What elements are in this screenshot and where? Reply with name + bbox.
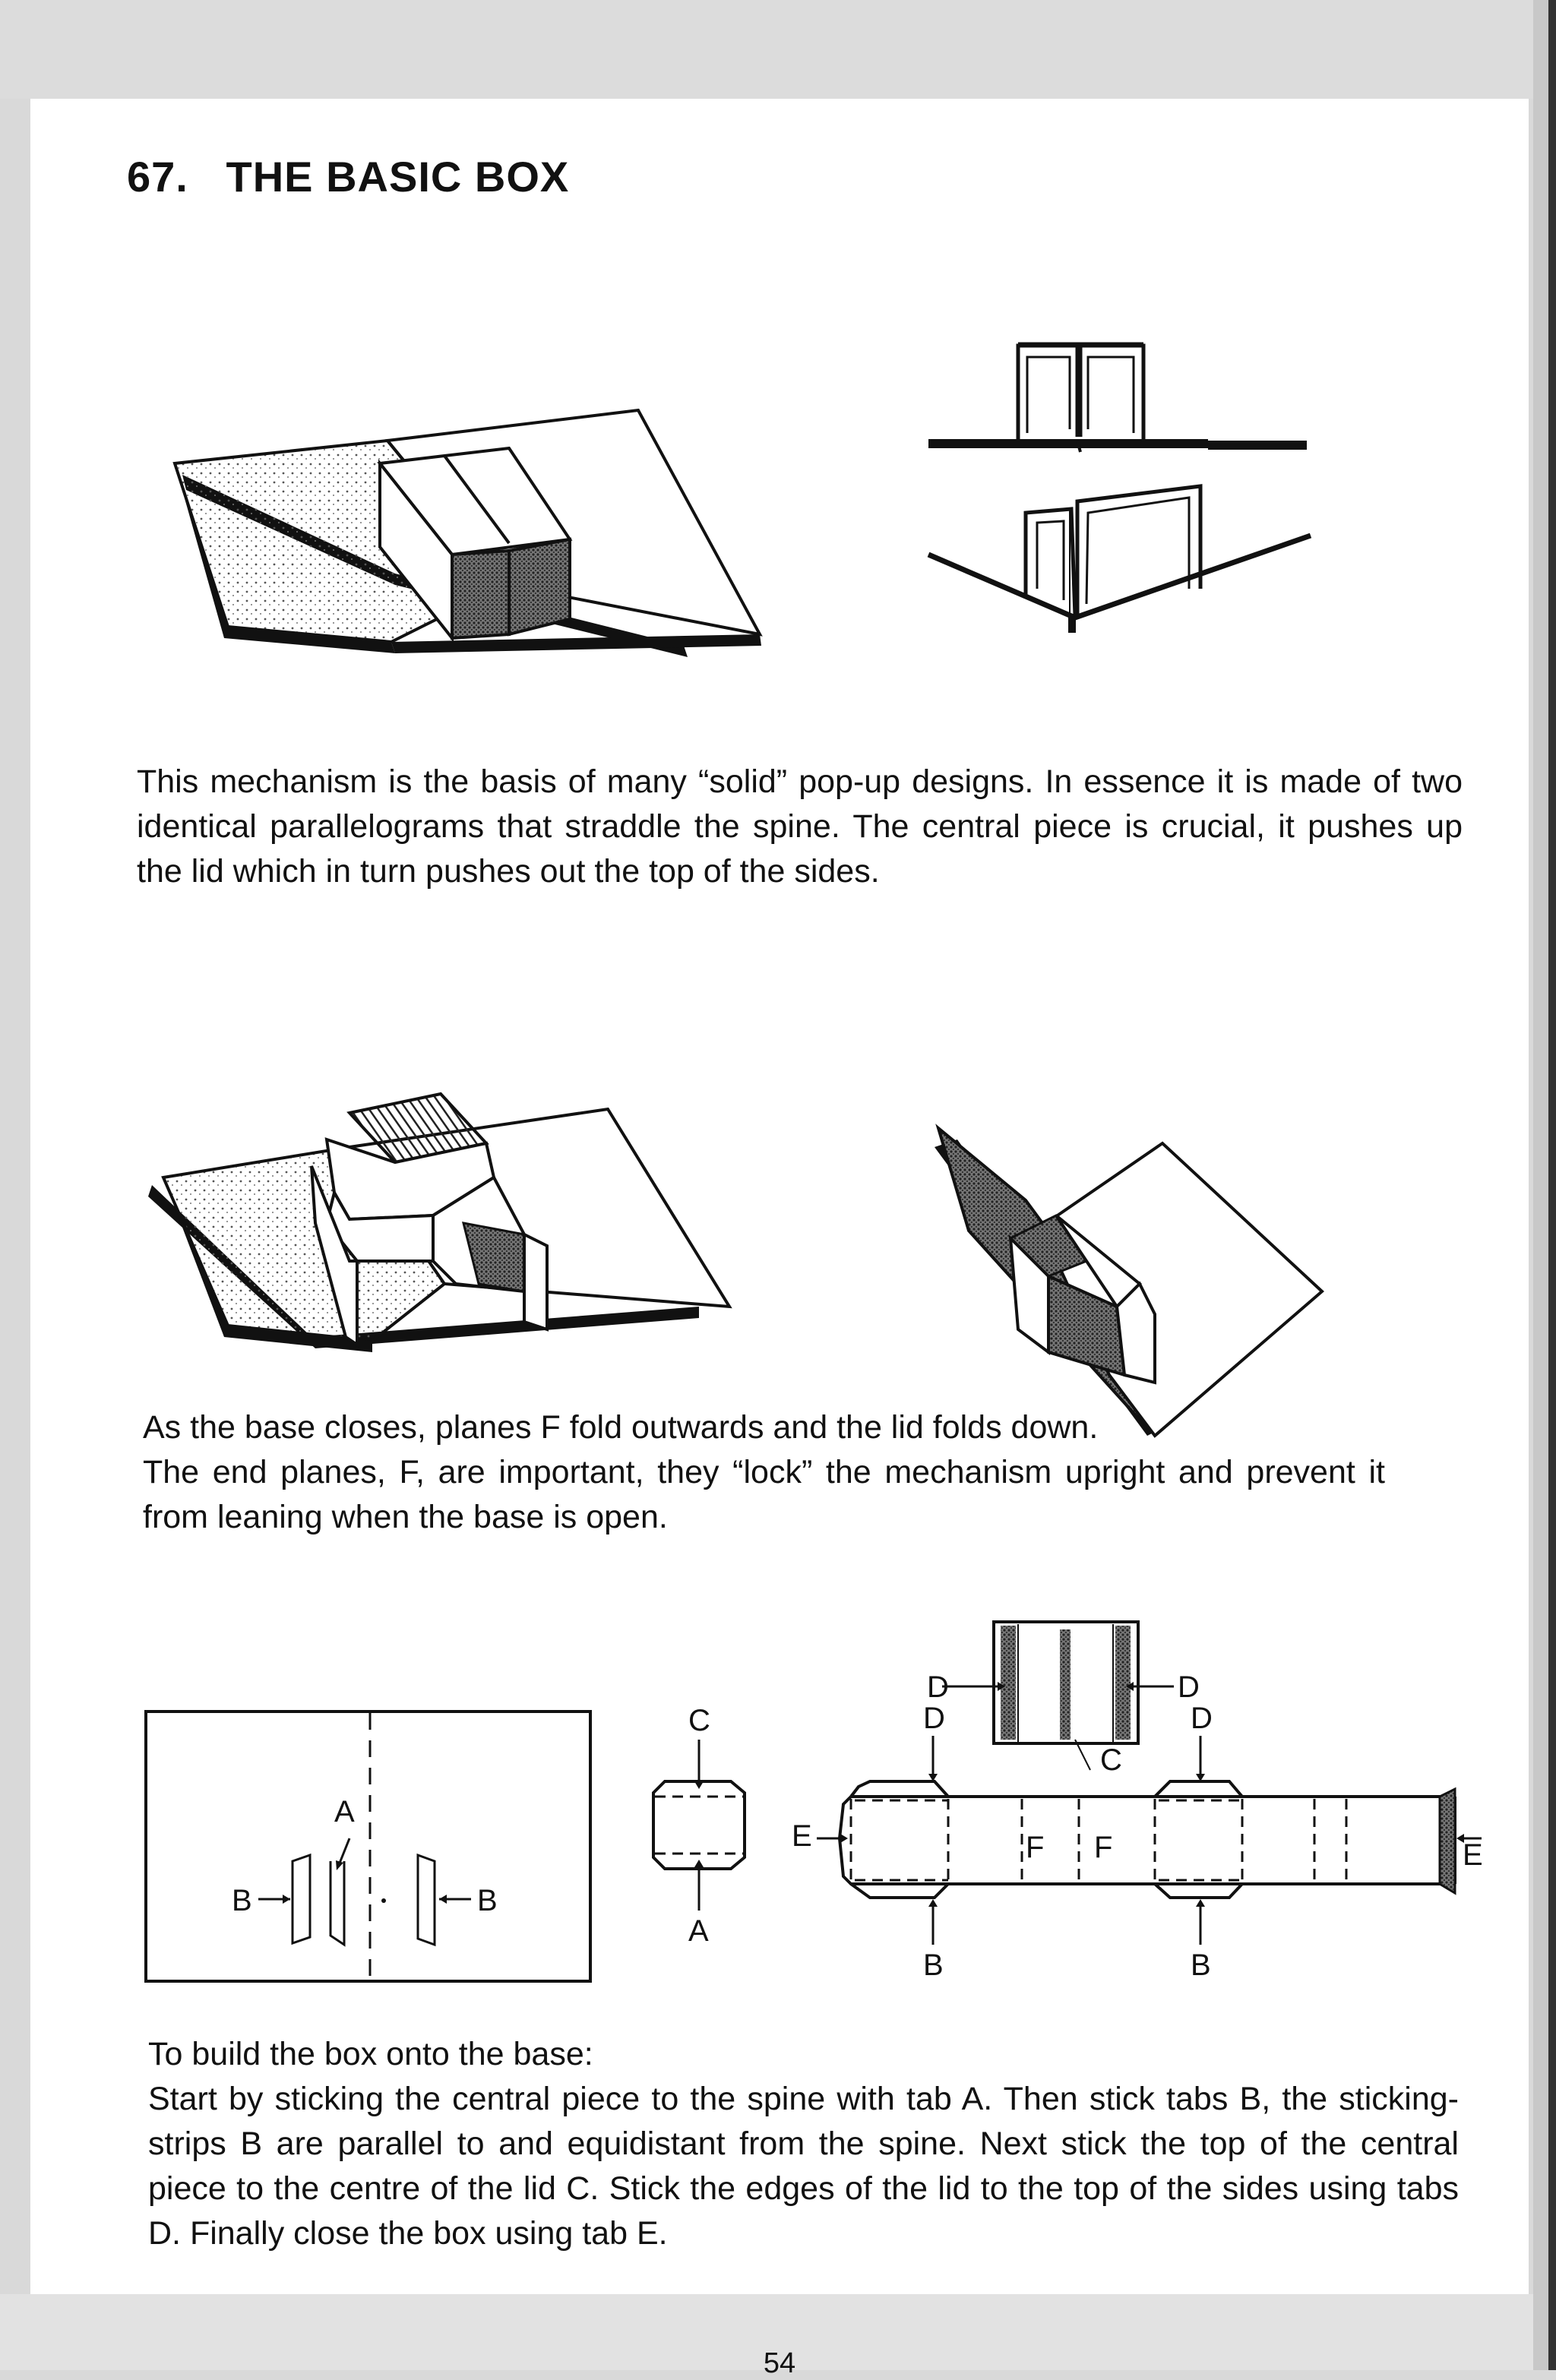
lid-label-d-right: D (1178, 1670, 1200, 1704)
base-label-b-right: B (477, 1884, 498, 1917)
central-label-c: C (688, 1704, 710, 1737)
closing-text-2: The end planes, F, are important, they “lock” the mechanism upright and prevent it from leaning when the base is open. (143, 1454, 1385, 1535)
closing-text-1: As the base closes, planes F fold outwards and the lid folds down. (143, 1409, 1099, 1446)
illustration-partly-closed (129, 1033, 752, 1459)
base-label-b-left: B (232, 1884, 252, 1917)
strip-label-e-left: E (792, 1819, 812, 1853)
diagram-base-card (114, 1694, 600, 1998)
strip-label-b-right: B (1191, 1949, 1211, 1982)
page-title: 67. THE BASIC BOX (127, 153, 570, 201)
illustration-side-view (881, 327, 1352, 752)
lid-label-d-left: D (927, 1670, 949, 1704)
instructions-text-2: Start by sticking the central piece to the spine with tab A. Then stick tabs B, the sticking-strips B are parallel to and equidistant from the spine. Next stick the top of the central piece to the centre of the lid C. Stick the edges of the lid to the top of the sides using tabs D. Finally close the box using tab E. (148, 2081, 1459, 2252)
strip-label-f-left: F (1026, 1831, 1045, 1864)
intro-paragraph (137, 760, 1463, 894)
closing-paragraph (143, 1405, 1385, 1540)
illustration-open-box (144, 334, 767, 714)
strip-label-c: C (1100, 1743, 1122, 1777)
page-number: 54 (763, 2347, 796, 2379)
instructions-text-1: To build the box onto the base: (148, 2036, 593, 2072)
central-label-a: A (688, 1914, 709, 1948)
strip-label-e-right: E (1463, 1838, 1483, 1872)
instructions-paragraph (148, 2032, 1459, 2256)
scan-margin-top (0, 0, 1556, 99)
diagram-side-strip (775, 1694, 1489, 1998)
strip-label-d-left: D (923, 1702, 945, 1735)
book-spine-edge (1548, 0, 1556, 2370)
illustration-nearly-closed (927, 1041, 1352, 1443)
base-label-a: A (334, 1795, 355, 1828)
intro-text: This mechanism is the basis of many “solid” pop-up designs. In essence it is made of two identical parallelograms that straddle the spine. The central piece is crucial, it pushes up the lid which in turn pushes out the top of the sides. (137, 763, 1463, 890)
strip-label-f-right: F (1094, 1831, 1113, 1864)
strip-label-d-right: D (1191, 1702, 1213, 1735)
book-page (30, 99, 1529, 2379)
strip-label-b-left: B (923, 1949, 944, 1982)
